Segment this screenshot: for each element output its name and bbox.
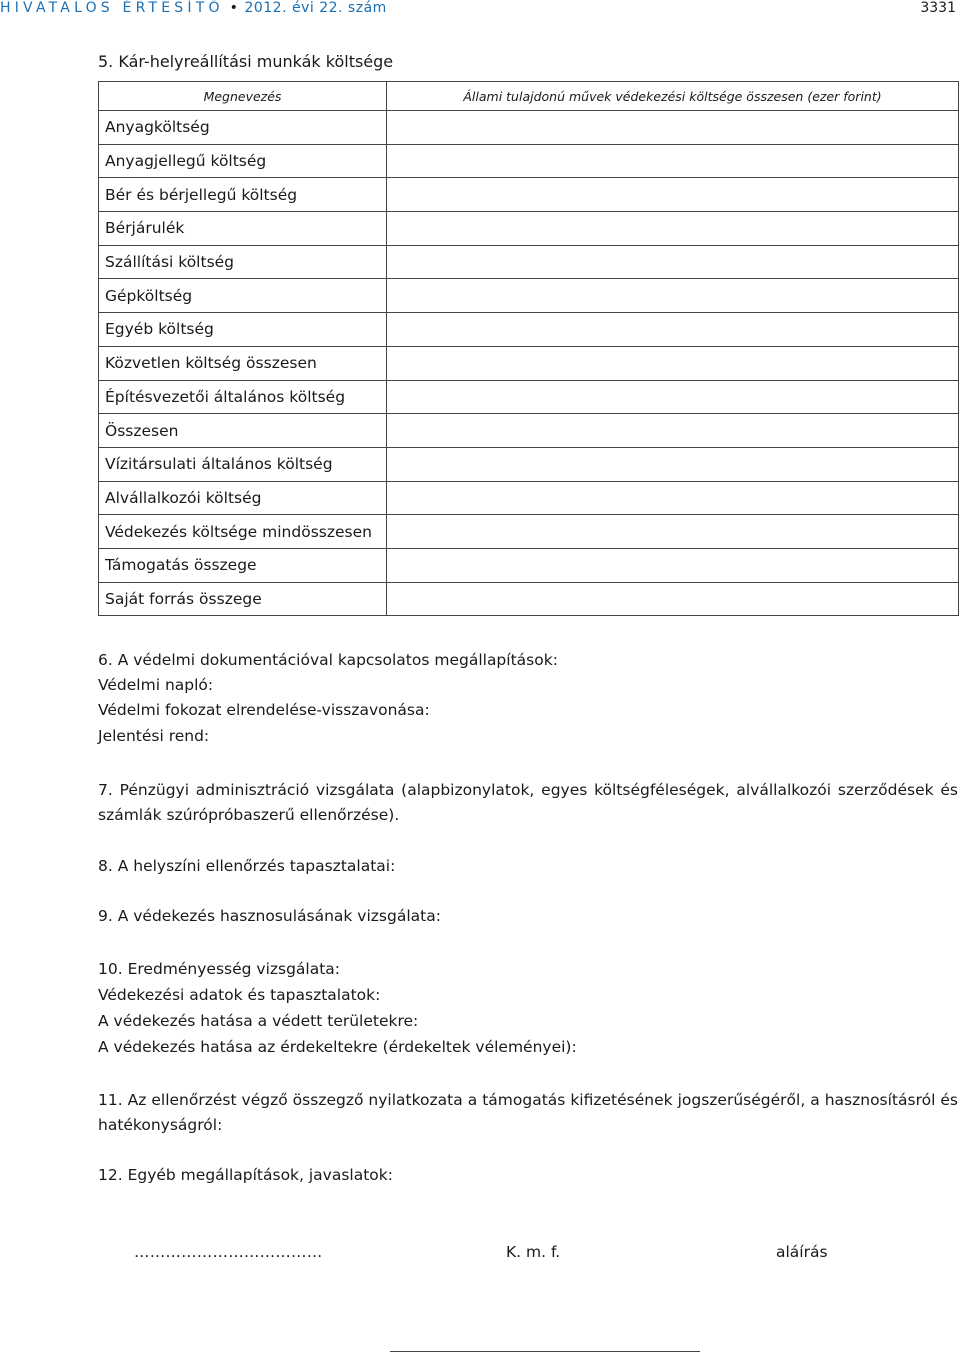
footer-divider [390,1351,700,1352]
table-row [99,515,959,549]
section-12-title: 12. Egyéb megállapítások, javaslatok: [98,1166,393,1184]
value-cell[interactable] [387,515,959,549]
table-row [99,346,959,380]
kmf-label: K. m. f. [506,1243,561,1261]
row-label: Egyéb költség [99,313,387,347]
row-label: Építésvezetői általános költség [99,380,387,414]
page-number: 3331 [920,0,956,16]
value-cell[interactable] [387,144,959,178]
row-label: Védekezés költsége mindösszesen [99,515,387,549]
table-row [99,414,959,448]
signature-dotted-line: ……………………………… [134,1243,323,1261]
publication-header [0,0,387,16]
row-label: Szállítási költség [99,245,387,279]
row-label: Gépköltség [99,279,387,313]
table-row [99,245,959,279]
value-cell[interactable] [387,111,959,145]
table-row [99,111,959,145]
row-label: Anyagköltség [99,111,387,145]
row-label: Anyagjellegű költség [99,144,387,178]
column-header-cost: Állami tulajdonú művek védekezési költsége összesen (ezer forint) [387,82,959,111]
section-6-line: Védelmi fokozat elrendelése-visszavonása: [98,701,430,719]
value-cell[interactable] [387,447,959,481]
value-cell[interactable] [387,582,959,616]
row-label: Közvetlen költség összesen [99,346,387,380]
value-cell[interactable] [387,481,959,515]
value-cell[interactable] [387,414,959,448]
section-7-text: 7. Pénzügyi adminisztráció vizsgálata (alapbizonylatok, egyes költségféleségek, alvállalkozói szerződések és számlák szúrópróbaszerű ellenőrzése). [98,781,958,824]
value-cell[interactable] [387,279,959,313]
table-row [99,548,959,582]
cost-table [98,81,959,616]
cost-table-header [99,82,959,111]
section-5-title: 5. Kár-helyreállítási munkák költsége [98,52,394,71]
section-8-title: 8. A helyszíni ellenőrzés tapasztalatai: [98,857,396,875]
table-row [99,279,959,313]
value-cell[interactable] [387,346,959,380]
issue-label: 2012. évi 22. szám [244,0,387,16]
table-row [99,447,959,481]
value-cell[interactable] [387,178,959,212]
table-row [99,313,959,347]
table-row [99,380,959,414]
section-11-text: 11. Az ellenőrzést végző összegző nyilatkozata a támogatás kifizetésének jogszerűségéről, a hasznosításról és hatékonyságról: [98,1091,958,1134]
table-row [99,178,959,212]
section-10-line: A védekezés hatása az érdekeltekre (érdekeltek véleményei): [98,1038,577,1056]
section-10-line: A védekezés hatása a védett területekre: [98,1012,419,1030]
section-10-title: 10. Eredményesség vizsgálata: [98,960,341,978]
row-label: Alvállalkozói költség [99,481,387,515]
value-cell[interactable] [387,548,959,582]
table-row [99,481,959,515]
row-label: Saját forrás összege [99,582,387,616]
table-row [99,582,959,616]
section-9-title: 9. A védekezés hasznosulásának vizsgálata: [98,907,441,925]
section-10-line: Védekezési adatok és tapasztalatok: [98,986,381,1004]
table-row [99,212,959,246]
signature-label: aláírás [776,1243,828,1261]
section-6-line: Védelmi napló: [98,676,214,694]
row-label: Összesen [99,414,387,448]
row-label: Támogatás összege [99,548,387,582]
table-row [99,144,959,178]
value-cell[interactable] [387,313,959,347]
value-cell[interactable] [387,380,959,414]
running-header [0,0,960,24]
bullet-separator: • [229,0,239,16]
value-cell[interactable] [387,212,959,246]
value-cell[interactable] [387,245,959,279]
section-6-line: Jelentési rend: [98,727,210,745]
row-label: Bérjárulék [99,212,387,246]
section-6-title: 6. A védelmi dokumentációval kapcsolatos megállapítások: [98,651,558,669]
publication-title: HIVATALOS ÉRTESÍTŐ [0,0,224,16]
row-label: Vízitársulati általános költség [99,447,387,481]
row-label: Bér és bérjellegű költség [99,178,387,212]
column-header-name: Megnevezés [99,82,387,111]
